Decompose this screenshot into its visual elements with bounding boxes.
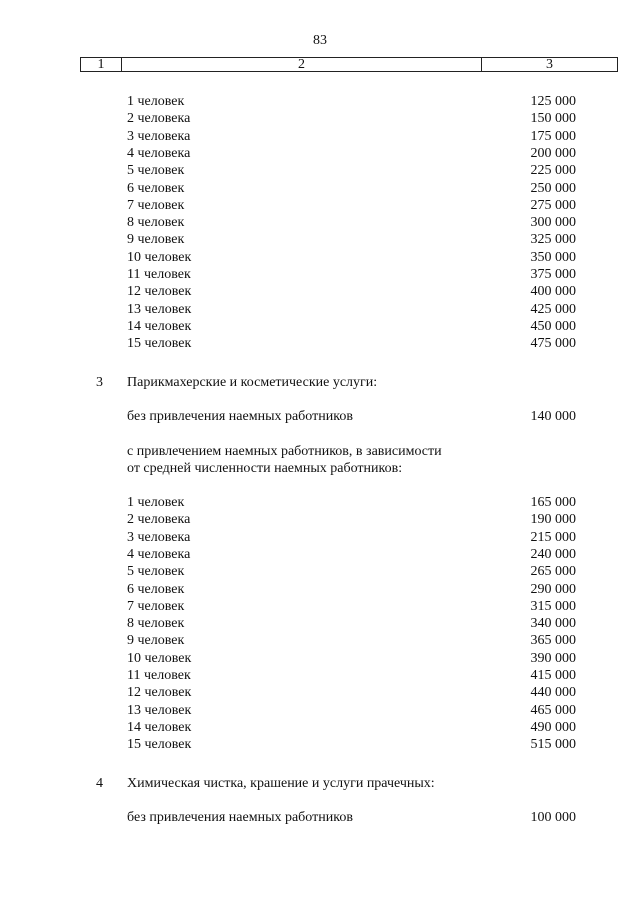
list-item-value: 225 000 [530,163,576,179]
list-item-label: 11 человек [127,267,191,282]
list-item-label: 13 человек [127,301,192,317]
list-item-value: 200 000 [530,145,576,161]
section-4-without-employees-label: без привлечения наемных работников [127,810,353,825]
list-item-value: 240 000 [530,546,576,562]
section-3-without-employees-label: без привлечения наемных работников [127,409,353,424]
list-item-label: 6 человек [127,180,185,196]
list-item-label: 9 человек [127,633,185,649]
section-4-number: 4 [96,776,103,791]
list-item-label: 3 человека [127,529,191,545]
list-item-value: 415 000 [530,668,576,683]
list-item-value: 465 000 [530,702,576,718]
list-item-label: 10 человек [127,650,192,666]
list-item-value: 515 000 [530,737,576,753]
list-item-value: 125 000 [530,94,576,109]
list-item-value: 365 000 [530,633,576,649]
list-item-value: 390 000 [530,650,576,666]
list-item-value: 400 000 [530,284,576,300]
list-item-value: 315 000 [530,598,576,614]
list-item-label: 2 человека [127,111,191,127]
list-item-value: 350 000 [530,249,576,265]
list-item-value: 340 000 [530,616,576,632]
list-item-label: 5 человек [127,163,185,179]
section-3-number: 3 [96,375,103,390]
list-item-value: 265 000 [530,564,576,580]
list-item-value: 475 000 [530,336,576,352]
section-4-without-employees-value: 100 000 [530,810,576,825]
list-item-value: 215 000 [530,529,576,545]
section-3-with-employees-line-1: с привлечением наемных работников, в зависимости [127,444,442,459]
list-item-label: 8 человек [127,215,185,231]
list-item-value: 375 000 [530,267,576,282]
list-item-label: 12 человек [127,685,192,701]
list-item-label: 5 человек [127,564,185,580]
list-item-label: 15 человек [127,737,192,753]
column-header-3: 3 [546,57,553,72]
list-item-value: 275 000 [530,197,576,213]
list-item-value: 440 000 [530,685,576,701]
list-item-label: 15 человек [127,336,192,352]
list-item-value: 450 000 [530,318,576,334]
list-item-label: 10 человек [127,249,192,265]
section-3-with-employees-line-2: от средней численности наемных работников: [127,461,403,476]
column-header-2: 2 [122,58,482,71]
list-item-label: 7 человек [127,598,185,614]
list-item-value: 300 000 [530,215,576,231]
list-item-value: 325 000 [530,232,576,248]
list-item-label: 11 человек [127,668,191,683]
list-item-label: 12 человек [127,284,192,300]
section-4-title: Химическая чистка, крашение и услуги прачечных: [127,776,435,791]
list-item-label: 1 человек [127,495,185,510]
list-item-value: 250 000 [530,180,576,196]
list-item-value: 190 000 [530,512,576,528]
page-number: 83 [313,33,327,48]
list-item-label: 14 человек [127,318,192,334]
list-item-value: 175 000 [530,128,576,144]
list-item-value: 490 000 [530,719,576,735]
list-item-label: 8 человек [127,616,185,632]
list-item-label: 4 человека [127,145,191,161]
list-item-value: 290 000 [530,581,576,597]
list-item-label: 2 человека [127,512,191,528]
section-3-title: Парикмахерские и косметические услуги: [127,375,378,390]
list-item-label: 4 человека [127,546,191,562]
list-item-value: 150 000 [530,111,576,127]
list-item-label: 3 человека [127,128,191,144]
list-item-label: 6 человек [127,581,185,597]
list-item-value: 165 000 [530,495,576,510]
column-header-row [80,57,618,72]
list-item-label: 13 человек [127,702,192,718]
list-item-label: 14 человек [127,719,192,735]
column-header-1: 1 [81,58,122,71]
section-3-without-employees-value: 140 000 [530,409,576,424]
list-item-label: 9 человек [127,232,185,248]
list-item-value: 425 000 [530,301,576,317]
list-item-label: 7 человек [127,197,185,213]
list-item-label: 1 человек [127,94,185,109]
